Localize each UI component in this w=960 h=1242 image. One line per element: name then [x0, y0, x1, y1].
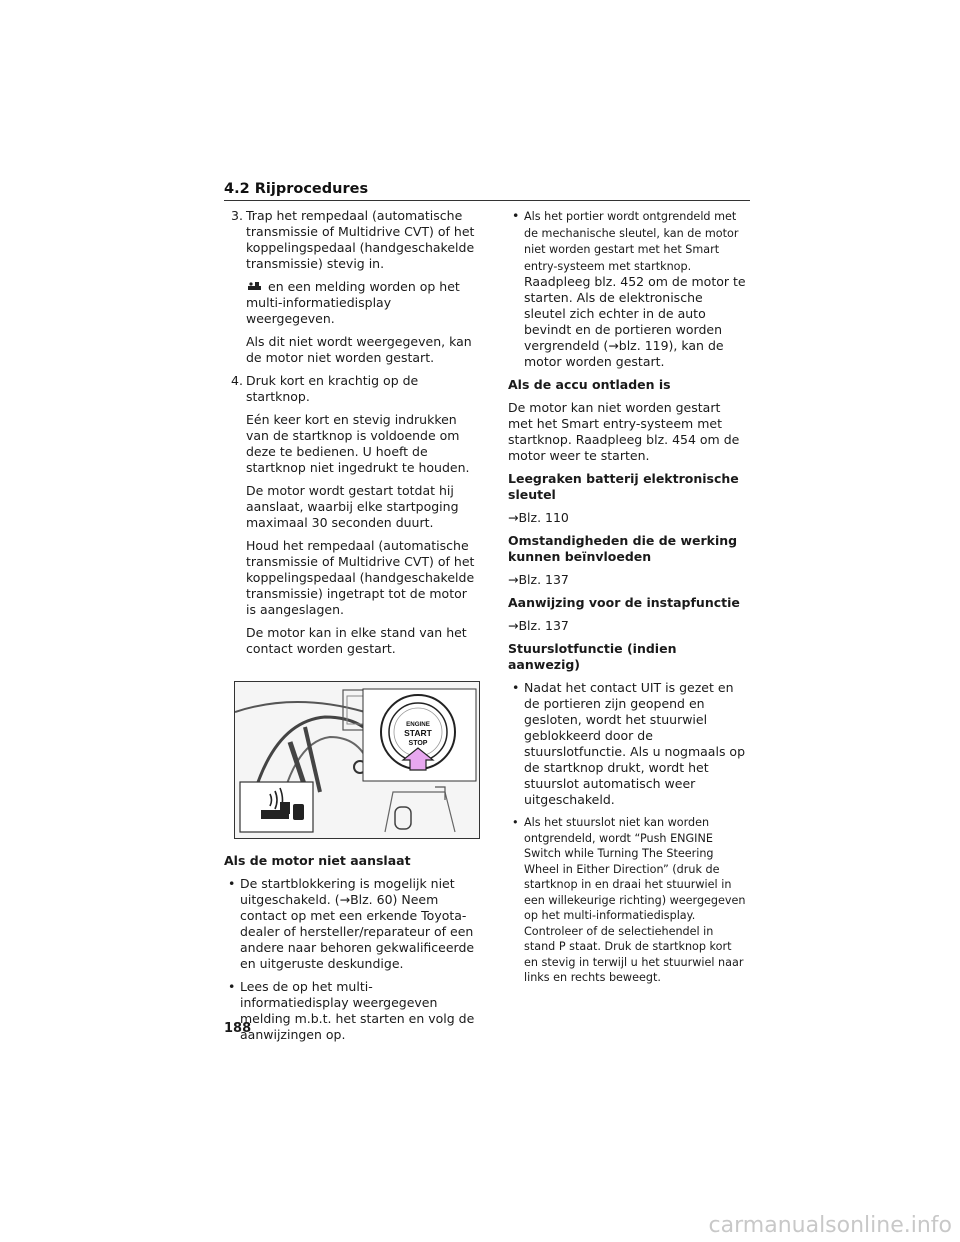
heading-key-battery: Leegraken batterij elektronische sleutel — [508, 471, 739, 502]
smart-key-indicator-icon — [246, 280, 264, 292]
button-label-start: START — [404, 728, 432, 738]
step-4-p2: De motor wordt gestart totdat hij aanslaat, waarbij elke startpoging maximaal 30 seconden duurt. — [246, 483, 459, 530]
page-number: 188 — [224, 1021, 252, 1036]
section-title: 4.2 Rijprocedures — [224, 181, 369, 197]
button-label-stop: STOP — [408, 740, 428, 747]
heading-engine-not-starting: Als de motor niet aanslaat — [224, 853, 411, 868]
start-button-illustration — [234, 681, 480, 839]
ref-conditions: →Blz. 137 — [508, 572, 569, 587]
heading-entry-function: Aanwijzing voor de instapfunctie — [508, 595, 740, 610]
paragraph-battery-discharged: De motor kan niet worden gestart met het Smart entry-systeem met startknop. Raadpleeg blz. 454 om de motor weer te starten. — [508, 400, 740, 463]
step-3-indicator-text: en een melding worden op het multi-informatiedisplay weergegeven. — [246, 279, 460, 326]
step-4-p1: Eén keer kort en stevig indrukken van de startknop is voldoende om deze te bedienen. U hoeft de startknop niet ingedrukt te houden. — [246, 412, 470, 475]
watermark: carmanualsonline.info — [708, 1213, 952, 1238]
dashboard-drawing — [235, 682, 479, 838]
heading-conditions: Omstandigheden die de werking kunnen beïnvloeden — [508, 533, 738, 564]
step-4: 4. Druk kort en krachtig op de startknop. — [231, 373, 419, 404]
step-3: 3. Trap het rempedaal (automatische transmissie of Multidrive CVT) of het koppelingspedaal (handgeschakelde transmissie) stevig in. — [231, 208, 475, 271]
section-header — [224, 178, 750, 201]
heading-battery-discharged: Als de accu ontladen is — [508, 377, 671, 392]
heading-steering-lock: Stuurslotfunctie (indien aanwezig) — [508, 641, 677, 672]
step-4-p3: Houd het rempedaal (automatische transmissie of Multidrive CVT) of het koppelingspedaal (handgeschakelde transmissie) ingetrapt tot de motor is aangeslagen. — [246, 538, 475, 617]
step-3-note: Als dit niet wordt weergegeven, kan de motor niet worden gestart. — [246, 334, 472, 365]
bullet-read-message: • Lees de op het multi-informatiedisplay weergegeven melding m.b.t. het starten en volg de aanwijzingen op. — [228, 979, 475, 1042]
bullet-mechanical-key: • Als het portier wordt ontgrendeld met de mechanische sleutel, kan de motor niet worden gestart met het Smart entry-systeem met startknop. Raadpleeg blz. 452 om de motor te starten. Als de elektronische sleutel zich echter in de auto bevindt en de portieren worden vergrendeld (→blz. 119), kan de motor worden gestart. — [512, 208, 746, 369]
bullet-immobilizer: • De startblokkering is mogelijk niet uitgeschakeld. (→Blz. 60) Neem contact op met een erkende Toyota-dealer of hersteller/reparateur of een andere naar behoren gekwalificeerde en uitgeruste deskundige. — [228, 876, 475, 971]
right-column — [508, 208, 748, 993]
bullet-steering-lock-release: • Als het stuurslot niet kan worden ontgrendeld, wordt “Push ENGINE Switch while Turning The Steering Wheel in Either Direction” (druk de startknop in en draai het stuurwiel in een willekeurige richting) weergegeven op het multi-informatiedisplay. Controleer of de selectiehendel in stand P staat. Druk de startknop kort en stevig in terwijl u het stuurwiel naar links en rechts beweegt. — [512, 816, 746, 984]
left-column — [224, 208, 476, 1050]
bullet-steering-lock: • Nadat het contact UIT is gezet en de portieren zijn geopend en gesloten, wordt het stuurwiel geblokkeerd door de stuurslotfunctie. Als u nogmaals op de startknop drukt, wordt het stuurslot automatisch weer uitgeschakeld. — [512, 680, 746, 807]
button-label-engine: ENGINE — [406, 721, 430, 728]
ref-entry-function: →Blz. 137 — [508, 618, 569, 633]
step-4-p4: De motor kan in elke stand van het contact worden gestart. — [246, 625, 467, 656]
ref-key-battery: →Blz. 110 — [508, 510, 569, 525]
